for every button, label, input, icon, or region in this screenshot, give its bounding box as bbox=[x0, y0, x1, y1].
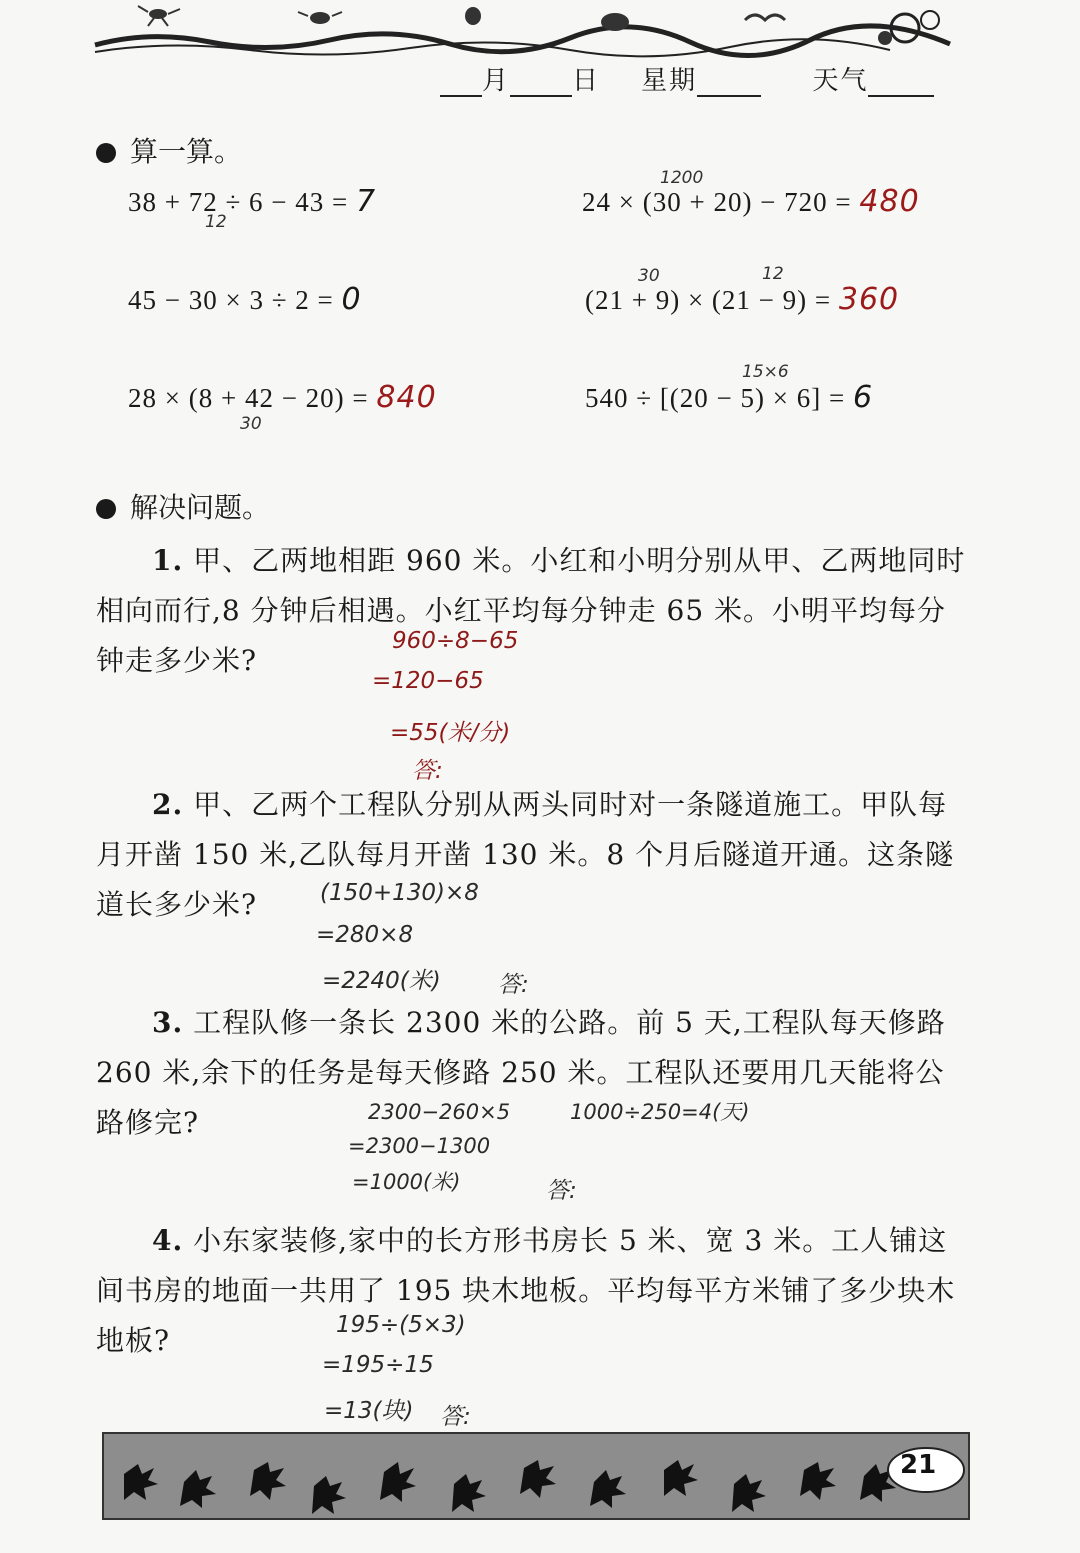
expression-3: 45 − 30 × 3 ÷ 2 = 0 bbox=[128, 282, 362, 317]
work-3-line-3: =1000(米) bbox=[352, 1170, 461, 1194]
section-problems-title: 解决问题。 bbox=[96, 486, 270, 526]
note-4b: 12 bbox=[762, 264, 784, 284]
answer-1: 7 bbox=[356, 184, 377, 219]
section-calc-title: 算一算。 bbox=[96, 130, 242, 170]
answer-3: 0 bbox=[341, 282, 362, 317]
note-5: 30 bbox=[240, 414, 262, 434]
month-blank bbox=[440, 65, 482, 97]
leaf-decoration-icon bbox=[104, 1434, 968, 1518]
answer-2: 480 bbox=[859, 184, 920, 219]
work-3-line-1: 2300−260×5 bbox=[368, 1100, 511, 1124]
problem-1-text: 甲、乙两地相距 960 米。小红和小明分别从甲、乙两地同时相向而行,8 分钟后相遇。小红平均每分钟走 65 米。小明平均每分钟走多少米? bbox=[96, 544, 966, 677]
work-3-line-2: =2300−1300 bbox=[348, 1134, 491, 1158]
page-number: 21 bbox=[900, 1450, 937, 1480]
work-1-line-3: =55(米/分) bbox=[390, 720, 511, 746]
note-4a: 30 bbox=[638, 266, 660, 286]
problem-2-number: 2. bbox=[152, 788, 184, 821]
problem-3-text: 工程队修一条长 2300 米的公路。前 5 天,工程队每天修路 260 米,余下的任务是每天修路 250 米。工程队还要用几天能将公路修完? bbox=[96, 1006, 946, 1139]
day-label: 日 bbox=[572, 66, 601, 96]
weather-blank bbox=[868, 65, 934, 97]
work-4-answer: 答: bbox=[440, 1404, 471, 1430]
expression-4: (21 + 9) × (21 − 9) = 360 bbox=[585, 282, 900, 317]
work-1-answer: 答: bbox=[412, 758, 443, 784]
work-4-line-3: =13(块) bbox=[324, 1398, 414, 1424]
work-4-line-2: =195÷15 bbox=[322, 1352, 434, 1378]
expression-6: 540 ÷ [(20 − 5) × 6] = 6 bbox=[585, 380, 874, 415]
month-label: 月 bbox=[482, 66, 511, 96]
work-3-answer: 答: bbox=[546, 1178, 577, 1204]
weekday-blank bbox=[697, 65, 761, 97]
note-1: 12 bbox=[205, 212, 227, 232]
answer-5: 840 bbox=[376, 380, 437, 415]
problem-3-number: 3. bbox=[152, 1006, 184, 1039]
work-1-line-2: =120−65 bbox=[372, 668, 484, 694]
problem-1 bbox=[96, 536, 966, 686]
answer-6: 6 bbox=[852, 380, 874, 415]
problem-4-number: 4. bbox=[152, 1224, 184, 1257]
expression-2: 24 × (30 + 20) − 720 = 480 bbox=[582, 184, 920, 219]
weather-label: 天气 bbox=[812, 66, 869, 96]
note-2: 1200 bbox=[660, 168, 704, 188]
answer-4: 360 bbox=[838, 282, 900, 317]
work-3-line-4: 1000÷250=4(天) bbox=[570, 1100, 750, 1124]
work-4-line-1: 195÷(5×3) bbox=[336, 1312, 466, 1338]
expression-1: 38 + 72 ÷ 6 − 43 = 7 bbox=[128, 184, 377, 219]
weekday-label: 星期 bbox=[641, 66, 698, 96]
note-6: 15×6 bbox=[742, 362, 789, 382]
problem-4-text: 小东家装修,家中的长方形书房长 5 米、宽 3 米。工人铺这间书房的地面一共用了 195 块木地板。平均每平方米铺了多少块木地板? bbox=[96, 1224, 956, 1357]
bullet-icon bbox=[96, 499, 116, 519]
expression-5: 28 × (8 + 42 − 20) = 840 bbox=[128, 380, 437, 415]
problem-2-text: 甲、乙两个工程队分别从两头同时对一条隧道施工。甲队每月开凿 150 米,乙队每月开凿 130 米。8 个月后隧道开通。这条隧道长多少米? bbox=[96, 788, 955, 921]
bullet-icon bbox=[96, 143, 116, 163]
work-1-line-1: 960÷8−65 bbox=[392, 628, 519, 654]
problem-4 bbox=[96, 1216, 966, 1366]
work-2-line-2: =280×8 bbox=[316, 922, 414, 948]
work-2-line-1: (150+130)×8 bbox=[320, 880, 479, 906]
work-2-line-3: =2240(米) bbox=[322, 968, 441, 994]
footer-leaf-band bbox=[102, 1432, 970, 1520]
date-weather-line bbox=[440, 60, 960, 100]
problem-1-number: 1. bbox=[152, 544, 184, 577]
problem-3 bbox=[96, 998, 966, 1148]
day-blank bbox=[510, 65, 572, 97]
work-2-answer: 答: bbox=[498, 972, 529, 998]
problem-2 bbox=[96, 780, 966, 930]
